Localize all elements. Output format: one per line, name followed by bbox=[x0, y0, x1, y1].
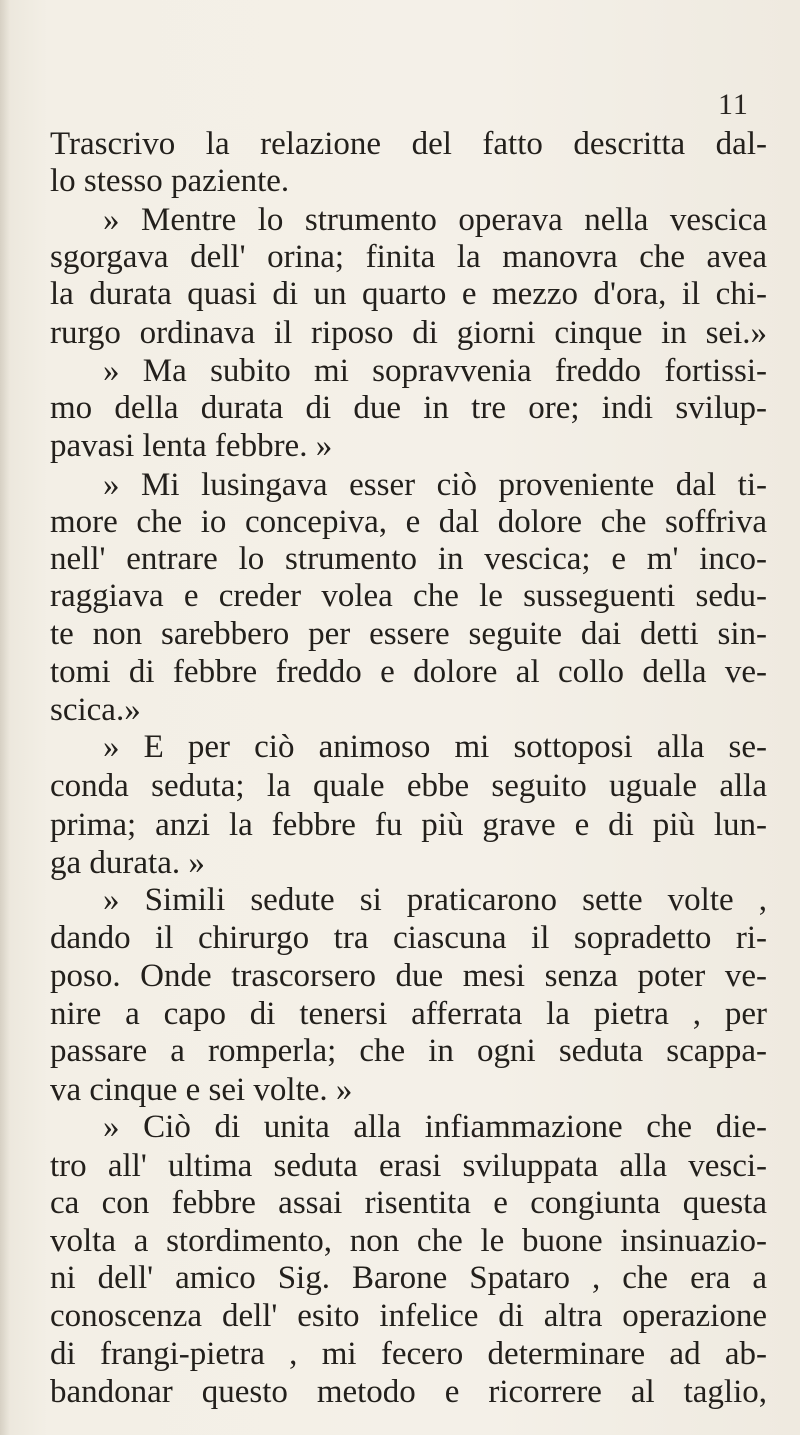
page-number: 11 bbox=[718, 88, 749, 121]
text-line: » Ma subito mi sopravvenia freddo fortissi- bbox=[103, 353, 767, 389]
text-line: di frangi-pietra , mi fecero determinare ad ab- bbox=[50, 1336, 767, 1372]
text-line: te non sarebbero per essere seguite dai detti sin- bbox=[50, 616, 767, 652]
text-line: lo stesso paziente. bbox=[50, 163, 290, 199]
text-line: volta a stordimento, non che le buone insinuazio- bbox=[50, 1223, 767, 1259]
text-line: la durata quasi di un quarto e mezzo d'ora, il chi- bbox=[50, 276, 767, 312]
text-line: tomi di febbre freddo e dolore al collo della ve- bbox=[50, 654, 767, 690]
text-line: tro all' ultima seduta erasi sviluppata alla vesci- bbox=[50, 1148, 767, 1184]
page-edge-shadow bbox=[0, 0, 10, 1435]
text-line: scica.» bbox=[50, 692, 141, 728]
text-line: mo della durata di due in tre ore; indi svilup- bbox=[50, 390, 767, 426]
text-line: va cinque e sei volte. » bbox=[50, 1072, 353, 1108]
text-line: dando il chirurgo tra ciascuna il sopradetto ri- bbox=[50, 920, 767, 956]
text-line: raggiava e creder volea che le susseguenti sedu- bbox=[50, 578, 767, 614]
text-line: » Mentre lo strumento operava nella vescica bbox=[103, 202, 767, 238]
text-line: rurgo ordinava il riposo di giorni cinque in sei.» bbox=[50, 315, 767, 351]
text-line: pavasi lenta febbre. » bbox=[50, 428, 333, 464]
text-line: prima; anzi la febbre fu più grave e di più lun- bbox=[50, 807, 767, 843]
text-line: » Simili sedute si praticarono sette volte , bbox=[103, 882, 767, 918]
text-line: passare a romperla; che in ogni seduta scappa- bbox=[50, 1033, 767, 1069]
text-line: ga durata. » bbox=[50, 845, 205, 881]
text-line: nire a capo di tenersi afferrata la pietra , per bbox=[50, 996, 767, 1032]
text-line: Trascrivo la relazione del fatto descritta dal- bbox=[50, 126, 767, 162]
text-line: » E per ciò animoso mi sottoposi alla se- bbox=[103, 729, 767, 765]
text-line: conoscenza dell' esito infelice di altra operazione bbox=[50, 1298, 767, 1334]
text-line: ni dell' amico Sig. Barone Spataro , che era a bbox=[50, 1260, 767, 1296]
text-line: » Ciò di unita alla infiammazione che die- bbox=[103, 1109, 767, 1145]
text-line: sgorgava dell' orina; finita la manovra che avea bbox=[50, 239, 767, 275]
text-line: ca con febbre assai risentita e congiunta questa bbox=[50, 1185, 767, 1221]
text-line: poso. Onde trascorsero due mesi senza poter ve- bbox=[50, 958, 767, 994]
text-line: » Mi lusingava esser ciò proveniente dal ti- bbox=[103, 467, 767, 503]
text-line: nell' entrare lo strumento in vescica; e m' inco- bbox=[50, 541, 767, 577]
text-line: bandonar questo metodo e ricorrere al taglio, bbox=[50, 1374, 767, 1410]
text-line: more che io concepiva, e dal dolore che soffriva bbox=[50, 504, 767, 540]
text-line: conda seduta; la quale ebbe seguito uguale alla bbox=[50, 768, 767, 804]
